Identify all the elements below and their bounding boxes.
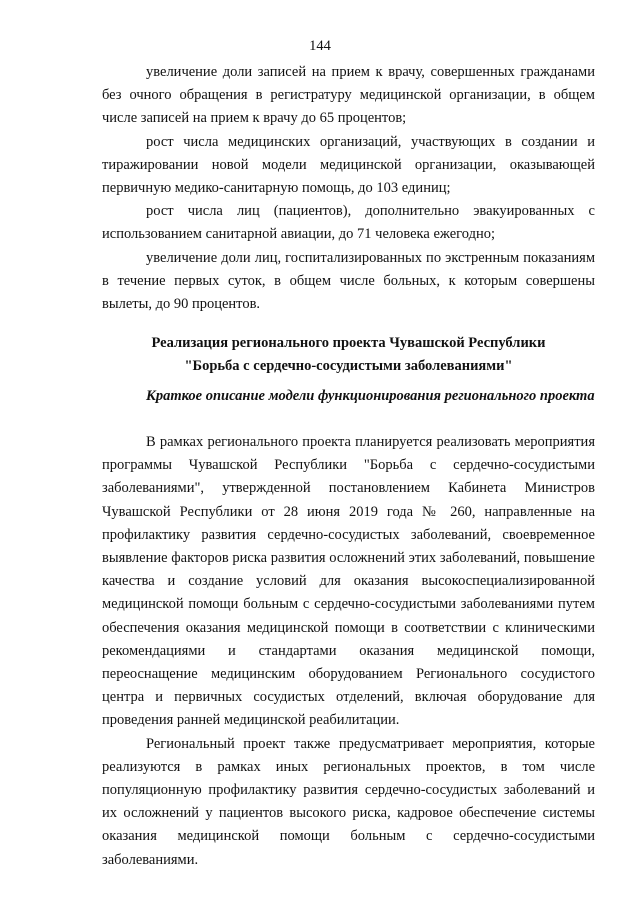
paragraph: рост числа лиц (пациентов), дополнительно эвакуированных с использованием санитарной авиации, до 71 человека ежегодно; xyxy=(102,203,595,243)
paragraph: увеличение доли лиц, госпитализированных по экстренным показаниям в течение первых суток, в общем числе больных, к которым совершены вылеты, до 90 процентов. xyxy=(102,249,595,313)
section-text-block xyxy=(102,431,595,872)
section-heading xyxy=(102,332,595,378)
paragraph: увеличение доли записей на прием к врачу, совершенных гражданами без очного обращения в регистратуру медицинской организации, в общем числе записей на прием к врачу до 65 процентов; xyxy=(102,64,595,127)
section-heading-line: "Борьба с сердечно-сосудистыми заболеваниями" xyxy=(184,358,513,375)
paragraph: В рамках регионального проекта планируется реализовать мероприятия программы Чувашской Республики "Борьба с сердечно-сосудистыми заболеваниями", утвержденной постановлением Кабинета Министров Чувашской Республики от 28 июня 2019 года № 260, направленные на профилактику развития сердечно-сосудистых заболеваний, своевременное выявление факторов риска развития осложнений этих заболеваний, повышение качества и создание условий для оказания высокоспециализированной медицинской помощи больным с сердечно-сосудистыми заболеваниями путем обеспечения оказания медицинской помощи в соответствии с клиническими рекомендациями и стандартами оказания медицинской помощи, переоснащение медицинским оборудованием Регионального сосудистого центра и первичных сосудистых отделений, включая оборудование для проведения ранней медицинской реабилитации. xyxy=(102,434,595,729)
section-heading-line: Реализация регионального проекта Чувашской Республики xyxy=(151,335,546,351)
paragraph: Региональный проект также предусматривает мероприятия, которые реализуются в рамках иных региональных проектов, в том числе популяционную профилактику развития сердечно-сосудистых заболеваний и их осложнений у пациентов высокого риска, кадровое обеспечение системы оказания медицинской помощи больным с сердечно-сосудистыми заболеваниями. xyxy=(102,735,595,868)
section-subheading: Краткое описание модели функционирования регионального проекта xyxy=(146,388,595,404)
intro-text-block xyxy=(102,61,595,316)
paragraph: рост числа медицинских организаций, участвующих в создании и тиражировании новой модели медицинской организации, оказывающей первичную медико-санитарную помощь, до 103 единиц; xyxy=(102,133,595,197)
page-number: 144 xyxy=(309,38,331,54)
